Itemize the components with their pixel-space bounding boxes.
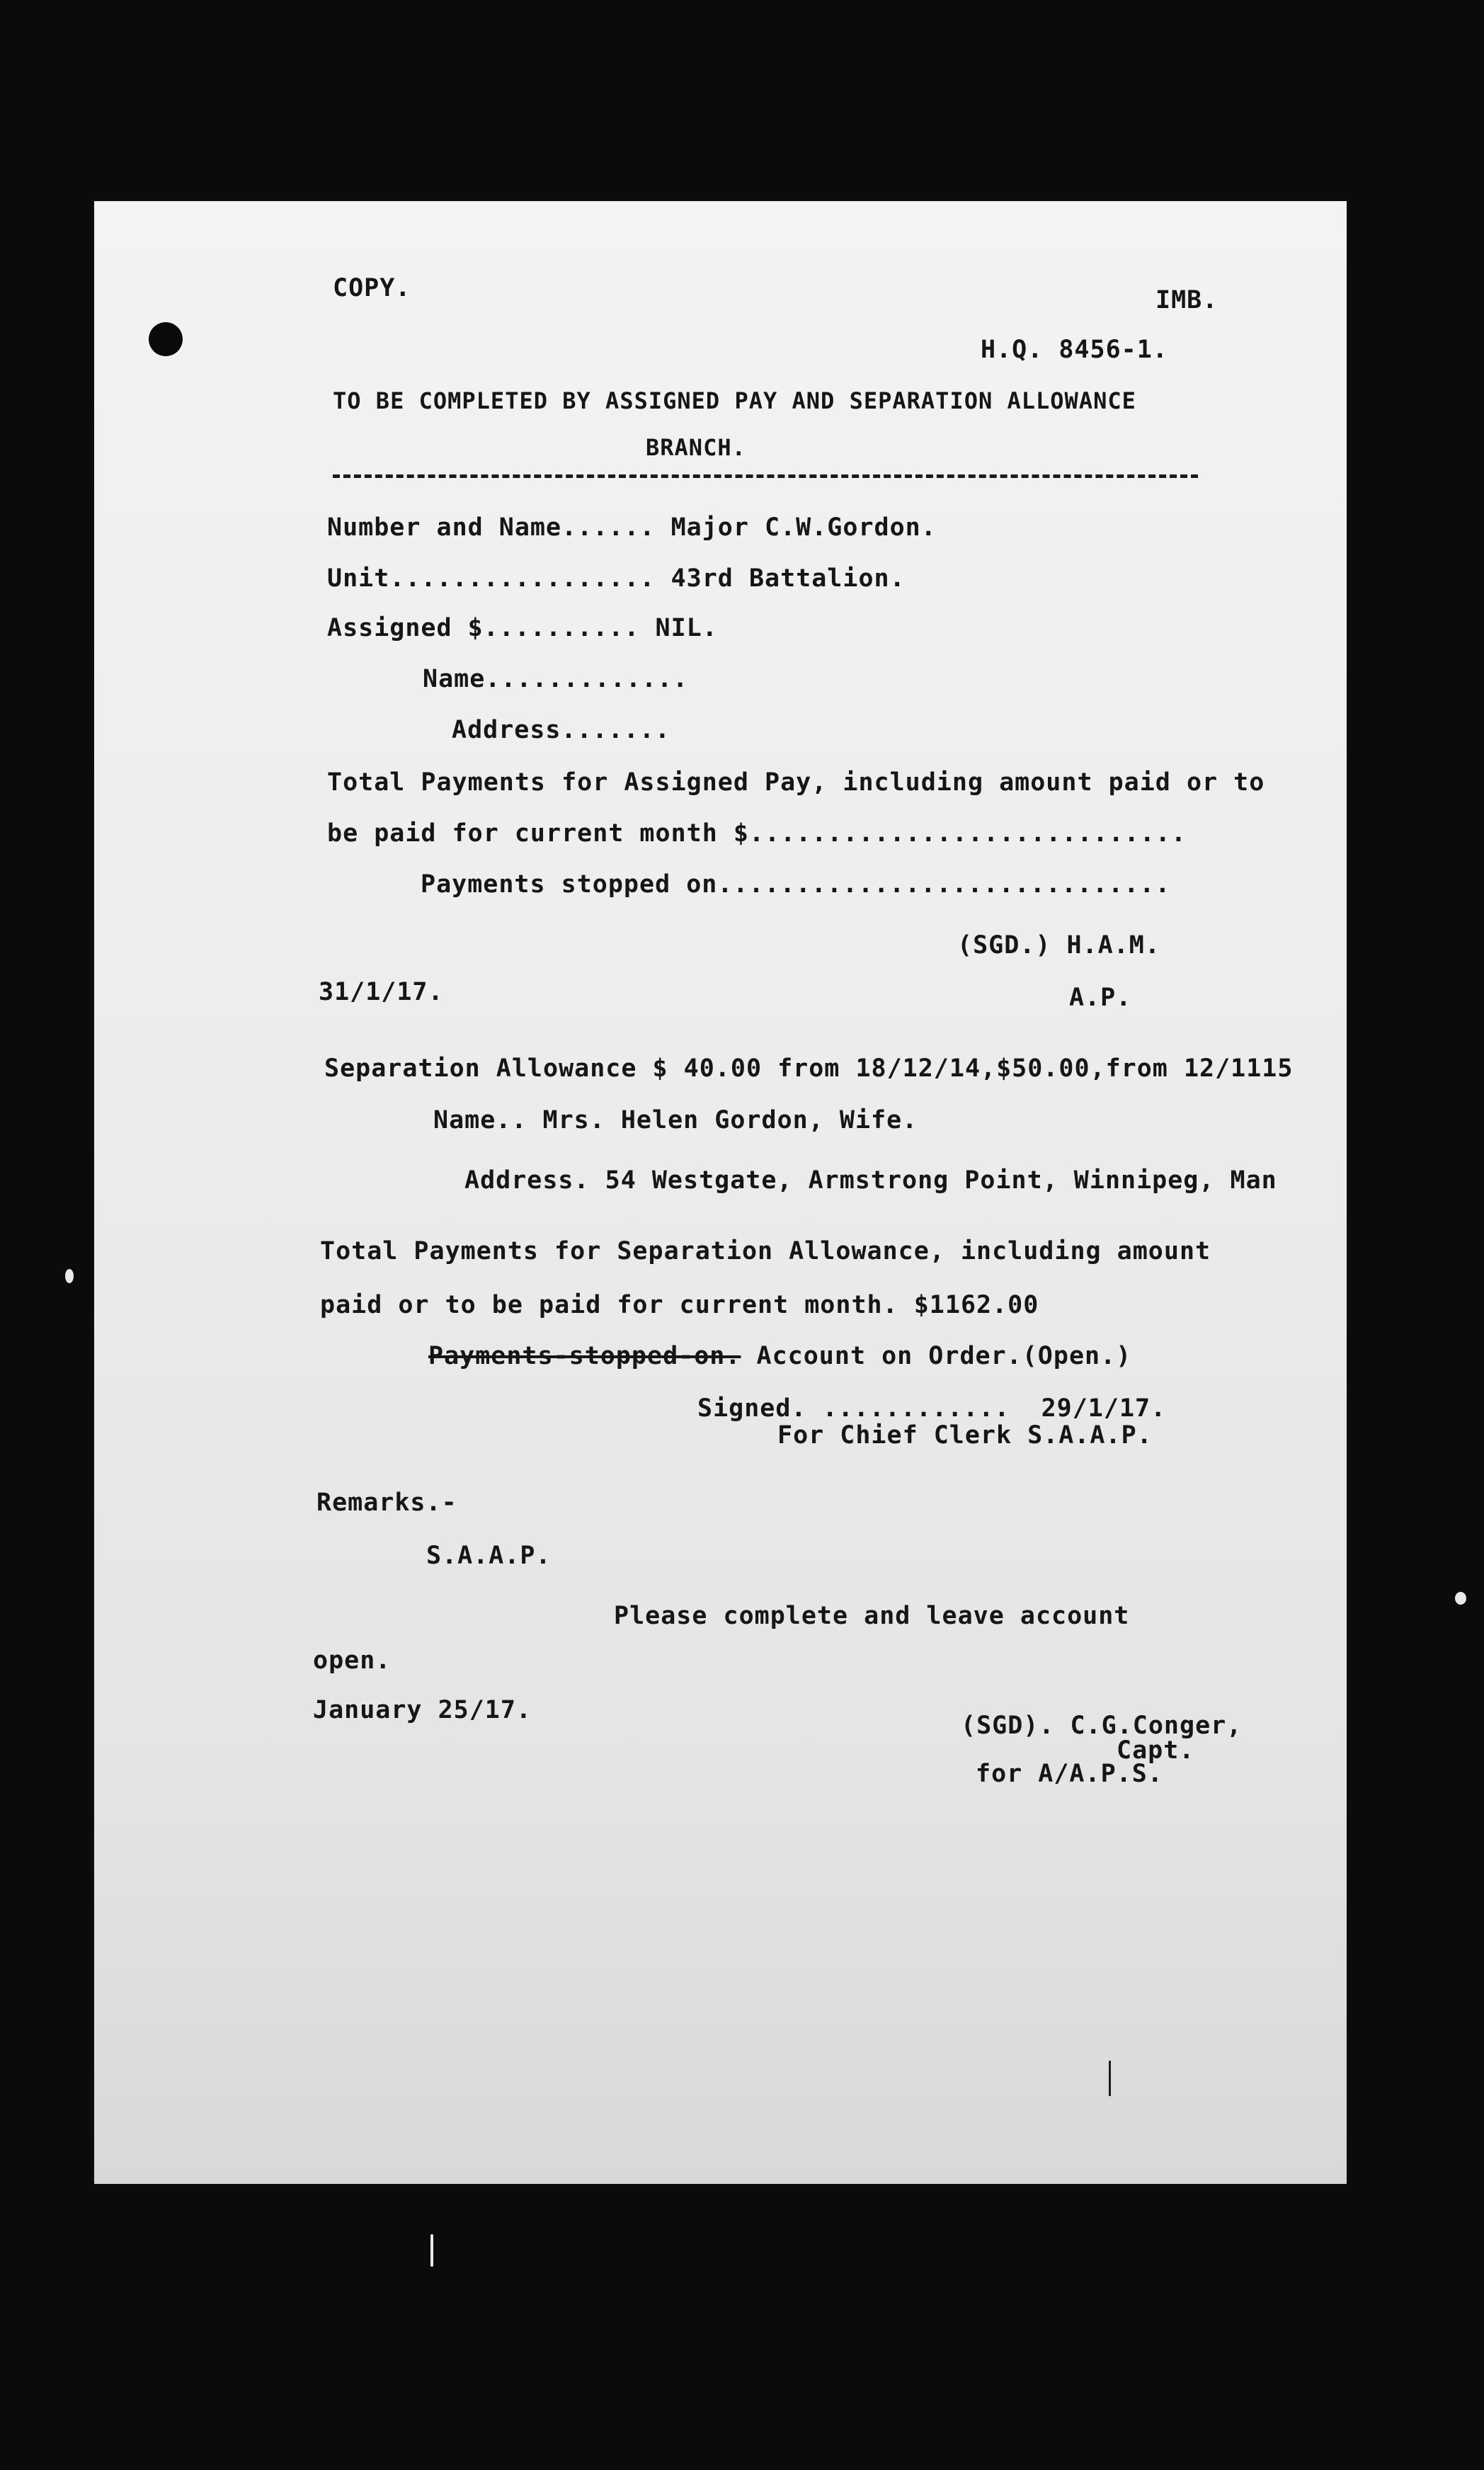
assigned-total-line2: be paid for current month $............................ — [327, 819, 1187, 848]
signed-by: (SGD.) H.A.M. — [957, 931, 1160, 960]
signed-line: Signed. ............ 29/1/17. — [697, 1394, 1167, 1423]
for-chief-clerk: For Chief Clerk S.A.A.P. — [777, 1421, 1153, 1450]
assigned-total-line1: Total Payments for Assigned Pay, including amount paid or to — [327, 768, 1265, 797]
remarks-body-line2: open. — [313, 1646, 392, 1675]
form-title-line1: TO BE COMPLETED BY ASSIGNED PAY AND SEPARATION ALLOWANCE — [333, 387, 1136, 414]
separation-allowance-line: Separation Allowance $ 40.00 from 18/12/14,$50.00,from 12/1115 — [324, 1054, 1294, 1083]
payments-stopped-struck: Payments-stopped-on. — [428, 1342, 741, 1370]
assigned-line: Assigned $.......... NIL. — [327, 614, 718, 642]
file-reference: H.Q. 8456-1. — [981, 336, 1168, 364]
address-line: Address....... — [452, 716, 671, 744]
remarks-body-line1: Please complete and leave account — [614, 1602, 1130, 1630]
account-status-line — [428, 1344, 1131, 1369]
payments-stopped-line: Payments stopped on............................. — [421, 870, 1171, 899]
recipient-address: Address. 54 Westgate, Armstrong Point, Winnipeg, Man — [464, 1166, 1277, 1195]
account-status: Account on Order.(Open.) — [741, 1342, 1132, 1370]
scan-speck — [430, 2234, 433, 2267]
form-title-line2: BRANCH. — [646, 434, 746, 461]
unit-line: Unit................. 43rd Battalion. — [327, 564, 906, 593]
remarks-signer-office: for A/A.P.S. — [976, 1760, 1163, 1788]
punch-hole — [149, 322, 183, 356]
remarks-signature: (SGD). C.G.Conger, — [961, 1712, 1243, 1740]
copy-label: COPY. — [333, 274, 411, 302]
signer-title: A.P. — [1069, 984, 1132, 1012]
scan-speck — [1455, 1592, 1466, 1605]
remarks-label: Remarks.- — [316, 1489, 457, 1517]
separation-total-line1: Total Payments for Separation Allowance, including amount — [320, 1237, 1211, 1265]
remarks-signer-rank: Capt. — [1117, 1736, 1195, 1765]
remarks-date: January 25/17. — [313, 1696, 532, 1724]
scan-mark — [1109, 2061, 1111, 2096]
remarks-recipient: S.A.A.P. — [426, 1542, 552, 1570]
recipient-name: Name.. Mrs. Helen Gordon, Wife. — [433, 1106, 918, 1134]
code-label: IMB. — [1155, 286, 1218, 314]
scan-speck — [65, 1269, 74, 1283]
number-and-name: Number and Name...... Major C.W.Gordon. — [327, 513, 937, 542]
name-line: Name............. — [423, 665, 689, 693]
dashed-divider — [333, 474, 1198, 478]
assigned-date: 31/1/17. — [319, 978, 444, 1006]
separation-total-line2: paid or to be paid for current month. $1162.00 — [320, 1291, 1039, 1319]
